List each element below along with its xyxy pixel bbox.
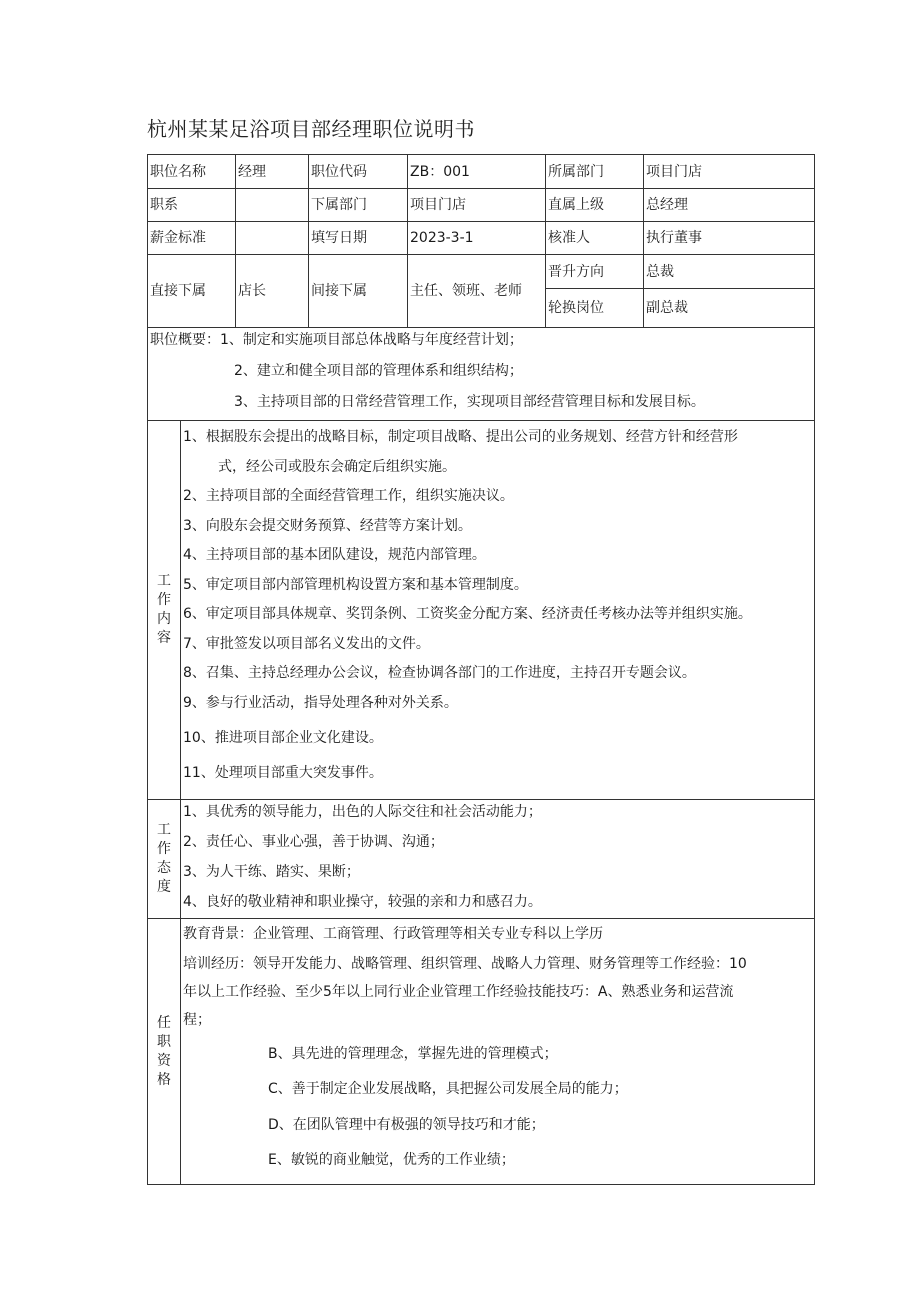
work-item-7: 7、审批签发以项目部名义发出的文件。 [183, 636, 430, 652]
attitude-row [148, 800, 815, 919]
fill-date-label: 填写日期 [309, 222, 408, 255]
approver-value: 执行董事 [644, 222, 815, 255]
summary-line-3: 3、主持项目部的日常经营管理工作，实现项目部经营管理目标和发展目标。 [234, 394, 705, 410]
attitude-label [148, 800, 181, 919]
fill-date-value: 2023-3-1 [408, 222, 546, 255]
work-item-9: 9、参与行业活动，指导处理各种对外关系。 [183, 695, 458, 711]
summary-line-2: 2、建立和健全项目部的管理体系和组织结构； [234, 363, 523, 379]
salary-value [236, 222, 309, 255]
attitude-item-4: 4、良好的敬业精神和职业操守，较强的亲和力和感召力。 [183, 894, 542, 910]
indirect-subordinate-label: 间接下属 [309, 255, 408, 328]
basic-row-4a [148, 255, 815, 289]
work-item-8: 8、召集、主持总经理办公会议，检查协调各部门的工作进度，主持召开专题会议。 [183, 665, 696, 681]
direct-superior-label: 直属上级 [546, 189, 644, 222]
position-code-value: ZB：001 [408, 155, 546, 189]
attitude-item-2: 2、责任心、事业心强，善于协调、沟通； [183, 834, 444, 850]
position-code-label: 职位代码 [309, 155, 408, 189]
skill-d: D、在团队管理中有极强的领导技巧和才能； [268, 1117, 545, 1133]
work-item-11: 11、处理项目部重大突发事件。 [183, 765, 383, 781]
training-line-1: 培训经历：领导开发能力、战略管理、组织管理、战略人力管理、财务管理等工作经验：10 [183, 956, 747, 972]
promotion-value: 总裁 [644, 255, 815, 289]
rotation-label: 轮换岗位 [546, 289, 644, 328]
direct-subordinate-label: 直接下属 [148, 255, 236, 328]
work-label-line-1: 工作 [157, 573, 171, 608]
work-item-5: 5、审定项目部内部管理机构设置方案和基本管理制度。 [183, 577, 528, 593]
summary-line-1: 职位概要：1、制定和实施项目部总体战略与年度经营计划； [150, 332, 523, 348]
work-item-10: 10、推进项目部企业文化建设。 [183, 730, 383, 746]
training-line-3: 程； [183, 1012, 211, 1028]
work-item-4: 4、主持项目部的基本团队建设，规范内部管理。 [183, 547, 486, 563]
attitude-label-char-4: 度 [157, 879, 171, 895]
department-label: 所属部门 [546, 155, 644, 189]
work-label [148, 421, 181, 800]
work-list [181, 421, 815, 800]
training-line-2: 年以上工作经验、至少5年以上同行业企业管理工作经验技能技巧：A、熟悉业务和运营流 [183, 984, 734, 1000]
summary-cell [148, 328, 815, 421]
subordinate-dept-value: 项目门店 [408, 189, 546, 222]
job-family-label: 职系 [148, 189, 236, 222]
skill-e: E、敏锐的商业触觉，优秀的工作业绩； [268, 1152, 515, 1168]
basic-row-3 [148, 222, 815, 255]
attitude-label-char-1: 工 [157, 822, 171, 838]
job-family-value [236, 189, 309, 222]
indirect-subordinate-value: 主任、领班、老师 [408, 255, 546, 328]
attitude-list [181, 800, 815, 919]
skill-c: C、善于制定企业发展战略，具把握公司发展全局的能力； [268, 1081, 628, 1097]
qualification-list [181, 919, 815, 1185]
work-item-1-cont: 式，经公司或股东会确定后组织实施。 [218, 459, 456, 475]
basic-row-2 [148, 189, 815, 222]
job-description-table [147, 154, 815, 1185]
direct-subordinate-value: 店长 [236, 255, 309, 328]
work-item-2: 2、主持项目部的全面经营管理工作，组织实施决议。 [183, 488, 514, 504]
attitude-item-1: 1、具优秀的领导能力，出色的人际交往和社会活动能力； [183, 804, 542, 820]
document-title: 杭州某某足浴项目部经理职位说明书 [147, 117, 475, 141]
work-item-3: 3、向股东会提交财务预算、经营等方案计划。 [183, 518, 472, 534]
approver-label: 核准人 [546, 222, 644, 255]
subordinate-dept-label: 下属部门 [309, 189, 408, 222]
education-line: 教育背景：企业管理、工商管理、行政管理等相关专业专科以上学历 [183, 926, 603, 942]
attitude-label-char-3: 态 [157, 860, 171, 876]
attitude-label-char-2: 作 [157, 841, 171, 857]
work-row [148, 421, 815, 800]
direct-superior-value: 总经理 [644, 189, 815, 222]
department-value: 项目门店 [644, 155, 815, 189]
qualification-label-line-1: 任职 [157, 1014, 171, 1050]
qualification-label [148, 919, 181, 1185]
work-label-line-2: 内容 [157, 611, 171, 646]
basic-row-1 [148, 155, 815, 189]
work-item-6: 6、审定项目部具体规章、奖罚条例、工资奖金分配方案、经济责任考核办法等并组织实施。 [183, 606, 752, 622]
rotation-value: 副总裁 [644, 289, 815, 328]
attitude-item-3: 3、为人干练、踏实、果断； [183, 864, 360, 880]
qualification-label-line-2: 资格 [157, 1052, 171, 1088]
salary-label: 薪金标准 [148, 222, 236, 255]
qualification-row [148, 919, 815, 1185]
position-name-label: 职位名称 [148, 155, 236, 189]
promotion-label: 晋升方向 [546, 255, 644, 289]
skill-b: B、具先进的管理理念，掌握先进的管理模式； [268, 1046, 558, 1062]
work-item-1: 1、根据股东会提出的战略目标，制定项目战略、提出公司的业务规划、经营方针和经营形 [183, 429, 738, 445]
summary-row [148, 328, 815, 421]
position-name-value: 经理 [236, 155, 309, 189]
